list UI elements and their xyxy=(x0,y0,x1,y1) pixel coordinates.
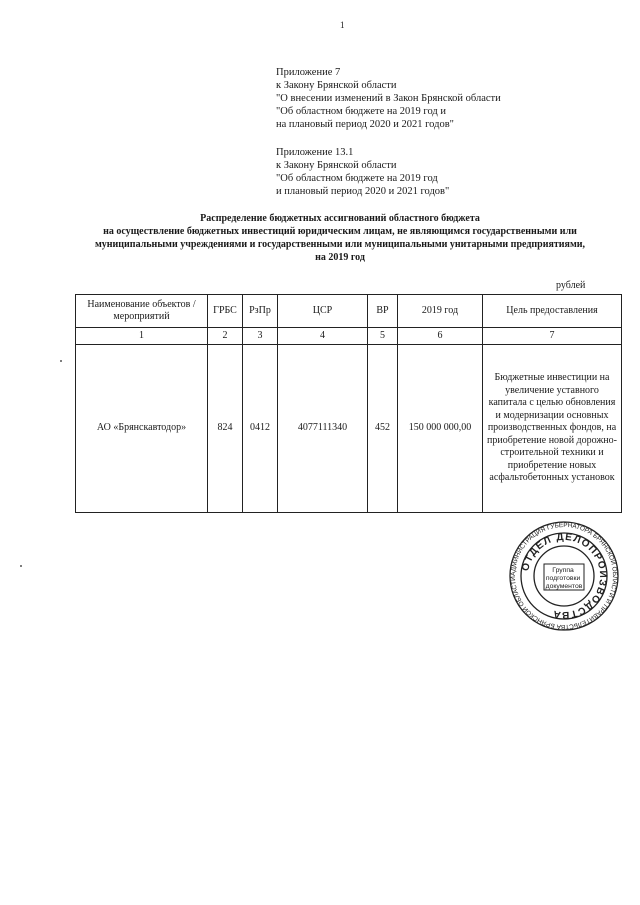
column-index: 3 xyxy=(243,328,278,345)
page-number: 1 xyxy=(340,20,345,30)
scan-artifact xyxy=(60,360,62,362)
stamp-seal xyxy=(508,520,620,632)
appendix-7-header xyxy=(276,66,501,131)
stamp-center-line: документов xyxy=(545,583,583,590)
document-title-line: Распределение бюджетных ассигнований областного бюджета xyxy=(200,213,480,224)
appendix-13-1-line: к Закону Брянской области xyxy=(276,160,397,171)
cell-grbs: 824 xyxy=(208,345,243,513)
column-index: 6 xyxy=(398,328,483,345)
document-title-line: на осуществление бюджетных инвестиций юридическим лицам, не являющимся государственными или xyxy=(103,226,577,237)
cell-csr: 4077111340 xyxy=(278,345,368,513)
column-header-amount: 2019 год xyxy=(398,295,483,328)
cell-object-name: АО «Брянскавтодор» xyxy=(76,345,208,513)
column-index: 2 xyxy=(208,328,243,345)
cell-goal: Бюджетные инвестиции на увеличение уставного капитала с целью обновления и модернизации основных производственных фондов, на приобретение новой дорожно-строительной техники и приобретение новых асфальтобетонных установок xyxy=(483,345,622,513)
column-header-csr: ЦСР xyxy=(278,295,368,328)
stamp-center-text xyxy=(546,567,583,590)
appendix-13-1-line: и плановый период 2020 и 2021 годов" xyxy=(276,186,450,197)
office-stamp xyxy=(508,520,620,632)
column-header-rzpr: РзПр xyxy=(243,295,278,328)
document-title xyxy=(60,212,620,264)
column-header-grbs: ГРБС xyxy=(208,295,243,328)
column-header-goal: Цель предоставления xyxy=(483,295,622,328)
document-title-line: на 2019 год xyxy=(315,252,365,263)
stamp-outer-text-path: АДМИНИСТРАЦИЯ ГУБЕРНАТОРА БРЯНСКОЙ ОБЛАСТИ И ПРАВИТЕЛЬСТВА БРЯНСКОЙ ОБЛАСТИ xyxy=(509,521,619,631)
cell-amount: 150 000 000,00 xyxy=(398,345,483,513)
budget-table xyxy=(75,294,622,513)
cell-vr: 452 xyxy=(368,345,398,513)
appendix-7-line: на плановый период 2020 и 2021 годов" xyxy=(276,119,454,130)
table-header-row xyxy=(76,295,622,328)
cell-rzpr: 0412 xyxy=(243,345,278,513)
document-title-line: муниципальными учреждениями и государственными или муниципальными унитарными предприятиями, xyxy=(94,239,586,250)
table-row xyxy=(76,345,622,513)
column-index: 4 xyxy=(278,328,368,345)
scan-artifact xyxy=(20,565,22,567)
appendix-13-1-header xyxy=(276,146,449,198)
stamp-center-line: подготовки xyxy=(545,575,581,582)
currency-units: рублей xyxy=(556,280,586,291)
stamp-middle-text-path: ОТДЕЛ ДЕЛОПРОИЗВОДСТВА xyxy=(520,531,609,621)
stamp-center-line: Группа xyxy=(552,567,574,574)
column-header-name: Наименование объектов / мероприятий xyxy=(76,295,208,328)
appendix-13-1-line: "Об областном бюджете на 2019 год xyxy=(276,173,438,184)
appendix-7-line: "О внесении изменений в Закон Брянской области xyxy=(276,93,501,104)
column-index: 1 xyxy=(76,328,208,345)
appendix-13-1-line: Приложение 13.1 xyxy=(276,147,354,158)
column-index: 7 xyxy=(483,328,622,345)
table-index-row xyxy=(76,328,622,345)
column-header-vr: ВР xyxy=(368,295,398,328)
appendix-7-line: "Об областном бюджете на 2019 год и xyxy=(276,106,447,117)
appendix-7-line: Приложение 7 xyxy=(276,67,341,78)
column-index: 5 xyxy=(368,328,398,345)
appendix-7-line: к Закону Брянской области xyxy=(276,80,397,91)
